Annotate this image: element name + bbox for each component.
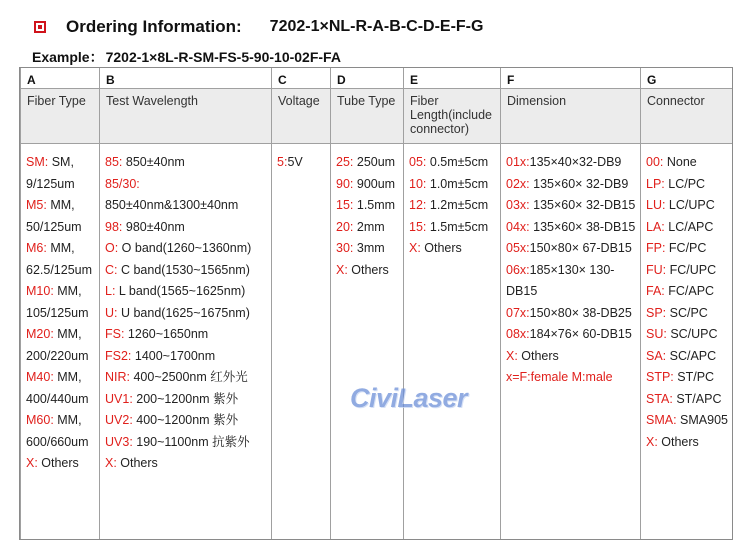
option-code: 02x:	[506, 176, 530, 191]
option-description: O band(1260~1360nm)	[118, 241, 252, 255]
option-item	[336, 152, 402, 174]
option-description: MM, 105/125um	[26, 284, 89, 320]
column-items	[506, 152, 639, 389]
option-item	[506, 217, 639, 239]
option-code: X:	[506, 348, 518, 363]
option-description: SMA905	[676, 413, 728, 427]
option-description: Others	[517, 348, 559, 363]
option-item	[336, 238, 402, 260]
option-description: Others	[657, 434, 699, 449]
column-items	[26, 152, 98, 475]
option-item	[277, 152, 329, 174]
option-code: M6:	[26, 241, 47, 255]
option-item	[646, 281, 731, 303]
option-description: 850±40nm&1300±40nm	[105, 198, 239, 212]
option-item	[105, 453, 270, 475]
option-code: 07x:	[506, 305, 530, 320]
option-code: 20:	[336, 219, 354, 234]
option-code: SM:	[26, 155, 49, 169]
option-code: SP:	[646, 305, 667, 320]
option-code: SU:	[646, 327, 667, 341]
option-description: C band(1530~1565nm)	[117, 262, 250, 277]
option-item	[506, 303, 639, 325]
option-description: 1.0m±5cm	[426, 176, 489, 191]
option-description: FC/PC	[665, 241, 707, 255]
option-code: FU:	[646, 262, 667, 277]
option-description: 1.5mm	[353, 198, 396, 212]
option-description: 185×130× 130-DB15	[506, 262, 615, 298]
column-header: Voltage	[278, 94, 320, 108]
column-g	[640, 68, 733, 539]
option-item	[646, 260, 731, 282]
column-c	[271, 68, 331, 539]
option-description: 5V	[287, 155, 303, 169]
option-code: x=F:female M:male	[506, 370, 613, 384]
option-code: STA:	[646, 391, 673, 406]
option-item	[105, 152, 270, 174]
option-description: 135×40×32-DB9	[529, 155, 622, 169]
option-description: ST/PC	[673, 370, 715, 384]
option-code: 01x:	[506, 155, 530, 169]
option-description: Others	[37, 456, 79, 470]
column-letter: A	[27, 73, 36, 87]
option-description: 1400~1700nm	[131, 348, 216, 363]
option-item	[646, 174, 731, 196]
option-description: 190~1100nm 抗紫外	[132, 434, 250, 449]
option-description: 150×80× 67-DB15	[529, 241, 632, 255]
option-description: 184×76× 60-DB15	[529, 327, 632, 341]
option-item	[26, 238, 98, 281]
column-letter: B	[106, 73, 115, 87]
option-item	[105, 324, 270, 346]
option-description: 400~1200nm 紫外	[132, 413, 239, 427]
option-item	[646, 367, 731, 389]
column-items	[336, 152, 402, 281]
option-code: 30:	[336, 241, 354, 255]
column-header: Fiber Type	[27, 94, 86, 108]
option-code: FA:	[646, 284, 665, 298]
column-e	[403, 68, 501, 539]
option-code: 04x:	[506, 219, 530, 234]
option-description: 850±40nm	[122, 155, 185, 169]
option-item	[336, 260, 402, 282]
column-header: Dimension	[507, 94, 567, 108]
option-description: MM, 50/125um	[26, 198, 82, 234]
option-description: 0.5m±5cm	[426, 155, 489, 169]
option-description: U band(1625~1675nm)	[117, 305, 250, 320]
option-item	[336, 217, 402, 239]
option-code: 25:	[336, 155, 354, 169]
option-item	[506, 238, 639, 260]
option-code: O:	[105, 241, 119, 255]
option-code: LA:	[646, 219, 665, 234]
example-row	[32, 47, 343, 67]
option-code: 85:	[105, 155, 123, 169]
option-code: 90:	[336, 176, 354, 191]
option-item	[646, 303, 731, 325]
column-letter: E	[410, 73, 419, 87]
option-item	[409, 217, 499, 239]
option-item	[105, 346, 270, 368]
option-code: 03x:	[506, 198, 530, 212]
option-description: MM, 62.5/125um	[26, 241, 93, 277]
column-letter: D	[337, 73, 346, 87]
option-code: X:	[409, 241, 421, 255]
option-code: UV1:	[105, 391, 133, 406]
square-bullet-icon	[34, 21, 46, 33]
column-header: Connector	[647, 94, 705, 108]
option-item	[506, 174, 639, 196]
option-item	[409, 238, 499, 260]
option-code: C:	[105, 262, 118, 277]
option-code: STP:	[646, 370, 674, 384]
option-code: 85/30:	[105, 176, 140, 191]
option-code: X:	[105, 456, 117, 470]
option-code: FP:	[646, 241, 666, 255]
option-description: LC/APC	[664, 219, 714, 234]
option-item	[26, 195, 98, 238]
option-item	[409, 195, 499, 217]
option-description: 200~1200nm 紫外	[132, 391, 239, 406]
option-description: 135×60× 38-DB15	[529, 219, 636, 234]
column-letter: F	[507, 73, 515, 87]
column-letter: C	[278, 73, 287, 87]
option-description: 400~2500nm 红外光	[130, 370, 248, 384]
option-item	[506, 152, 639, 174]
option-description: SM, 9/125um	[26, 155, 75, 191]
column-items	[646, 152, 731, 453]
option-description: 135×60× 32-DB15	[529, 198, 636, 212]
option-description: 250um	[353, 155, 396, 169]
option-item	[26, 410, 98, 453]
option-code: M5:	[26, 198, 47, 212]
option-code: 08x:	[506, 327, 530, 341]
option-item	[26, 281, 98, 324]
column-items	[277, 152, 329, 174]
option-item	[26, 367, 98, 410]
option-item	[506, 324, 639, 346]
option-item	[646, 238, 731, 260]
column-a	[20, 68, 100, 539]
option-code: X:	[336, 262, 348, 277]
option-code: M60:	[26, 413, 54, 427]
option-description: 1.2m±5cm	[426, 198, 489, 212]
option-description: Others	[347, 262, 389, 277]
option-code: 05:	[409, 155, 427, 169]
option-code: 10:	[409, 176, 427, 191]
civillaser-watermark: CiviLaser	[350, 383, 468, 413]
ordering-title: Ordering Information:	[66, 17, 242, 36]
option-item	[646, 152, 731, 174]
option-code: 98:	[105, 219, 123, 234]
option-item	[105, 303, 270, 325]
option-code: UV3:	[105, 434, 133, 449]
example-label: Example：	[32, 49, 104, 65]
option-code: U:	[105, 305, 118, 320]
option-item	[105, 410, 270, 432]
option-item	[105, 367, 270, 389]
option-item	[105, 432, 270, 454]
option-item	[646, 195, 731, 217]
option-description: LC/PC	[664, 176, 706, 191]
option-description: FC/APC	[664, 284, 715, 298]
option-description: Others	[116, 456, 158, 470]
option-code: UV2:	[105, 413, 133, 427]
option-item	[26, 152, 98, 195]
option-code: L:	[105, 284, 116, 298]
option-code: M10:	[26, 284, 54, 298]
option-item	[646, 217, 731, 239]
column-f	[500, 68, 641, 539]
option-description: 135×60× 32-DB9	[529, 176, 629, 191]
option-item	[506, 260, 639, 303]
option-description: None	[663, 155, 697, 169]
option-description: MM, 400/440um	[26, 370, 89, 406]
option-item	[26, 324, 98, 367]
option-description: 1260~1650nm	[124, 327, 209, 341]
option-code: 05x:	[506, 241, 530, 255]
option-code: 15:	[336, 198, 354, 212]
option-item	[409, 174, 499, 196]
option-description: 980±40nm	[122, 219, 185, 234]
option-item	[105, 281, 270, 303]
option-code: SA:	[646, 348, 667, 363]
option-code: 12:	[409, 198, 427, 212]
option-code: FS:	[105, 327, 125, 341]
option-item	[646, 432, 731, 454]
option-code: FS2:	[105, 348, 132, 363]
column-header: Tube Type	[337, 94, 396, 108]
option-description: MM, 600/660um	[26, 413, 89, 449]
option-code: SMA:	[646, 413, 677, 427]
option-item	[646, 324, 731, 346]
option-description: SC/UPC	[666, 327, 718, 341]
option-code: 15:	[409, 219, 427, 234]
option-description: ST/APC	[672, 391, 722, 406]
column-items	[409, 152, 499, 260]
option-code: M40:	[26, 370, 54, 384]
option-description: L band(1565~1625nm)	[115, 284, 246, 298]
option-code: 5:	[277, 155, 288, 169]
option-code: X:	[646, 434, 658, 449]
option-code: LP:	[646, 176, 665, 191]
option-description: 3mm	[353, 241, 385, 255]
option-item	[506, 195, 639, 217]
option-code: 00:	[646, 155, 664, 169]
option-item	[336, 174, 402, 196]
column-header: Fiber Length(include connector)	[410, 94, 493, 136]
option-item	[105, 174, 270, 217]
option-item	[646, 410, 731, 432]
option-description: Others	[420, 241, 462, 255]
column-header: Test Wavelength	[106, 94, 198, 108]
option-item	[506, 346, 639, 368]
option-description: SC/APC	[666, 348, 717, 363]
column-letter: G	[647, 73, 657, 87]
ordering-code: 7202-1×NL-R-A-B-C-D-E-F-G	[269, 18, 484, 35]
option-item	[506, 367, 639, 389]
option-item	[646, 389, 731, 411]
option-description: SC/PC	[666, 305, 708, 320]
ordering-title-row	[34, 14, 483, 40]
option-code: X:	[26, 456, 38, 470]
option-item	[646, 346, 731, 368]
column-d	[330, 68, 404, 539]
option-code: M20:	[26, 327, 54, 341]
example-code: 7202-1×8L-R-SM-FS-5-90-10-02F-FA	[105, 49, 341, 65]
option-description: 900um	[353, 176, 396, 191]
ordering-table	[19, 67, 733, 540]
option-item	[336, 195, 402, 217]
column-items	[105, 152, 270, 475]
option-item	[26, 453, 98, 475]
option-item	[105, 260, 270, 282]
option-description: FC/UPC	[666, 262, 717, 277]
option-description: LC/UPC	[665, 198, 715, 212]
option-item	[409, 152, 499, 174]
option-description: 1.5m±5cm	[426, 219, 489, 234]
option-item	[105, 389, 270, 411]
option-description: MM, 200/220um	[26, 327, 89, 363]
option-description: 150×80× 38-DB25	[529, 305, 632, 320]
option-description: 2mm	[353, 219, 385, 234]
option-code: 06x:	[506, 262, 530, 277]
option-code: LU:	[646, 198, 666, 212]
option-item	[105, 217, 270, 239]
option-code: NIR:	[105, 370, 130, 384]
column-b	[99, 68, 272, 539]
option-item	[105, 238, 270, 260]
